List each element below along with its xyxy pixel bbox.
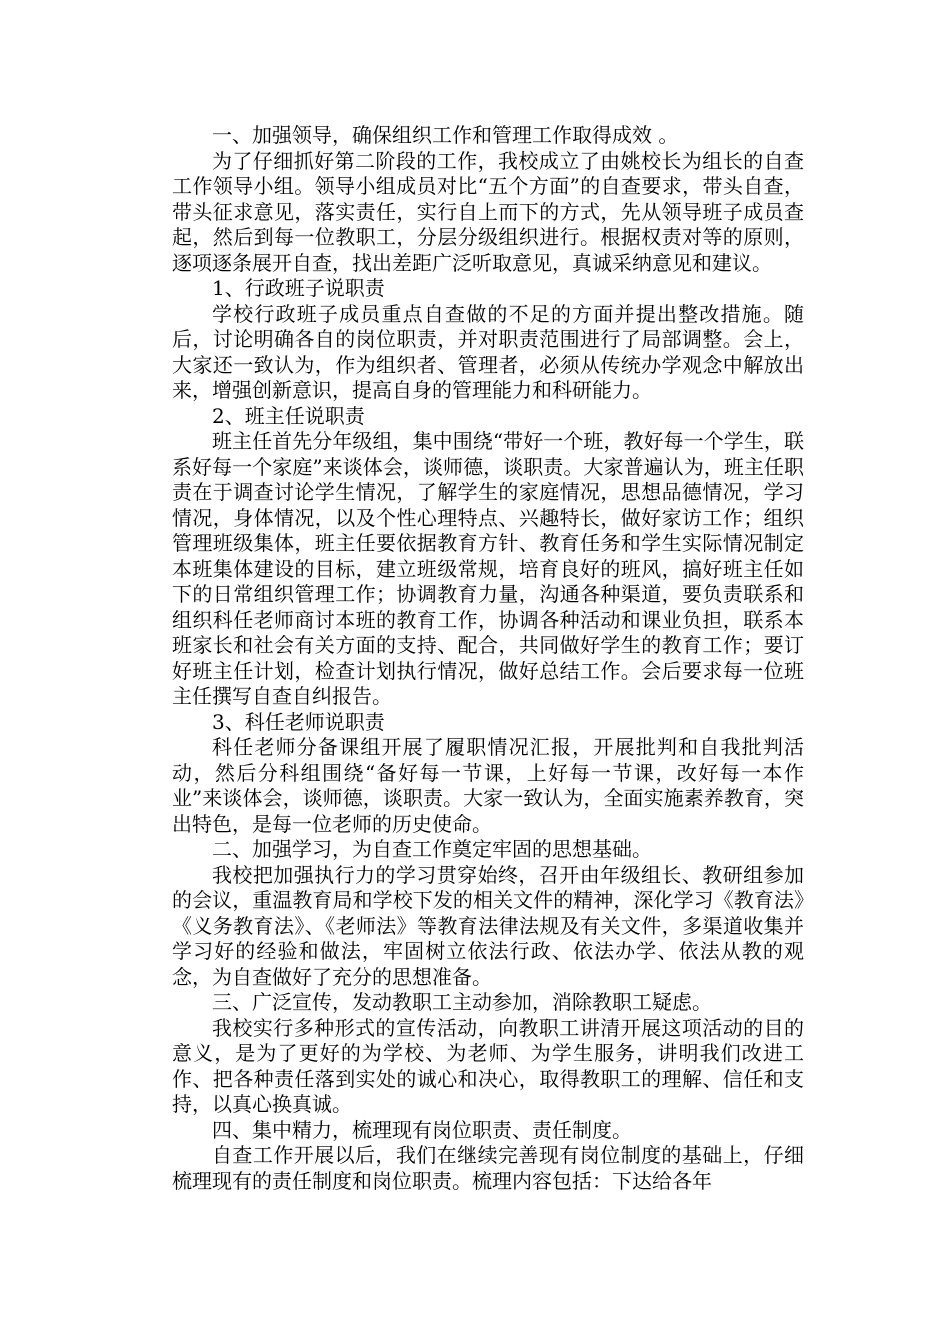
section-heading-4: 四、集中精力，梳理现有岗位职责、责任制度。: [212, 1117, 632, 1142]
section-heading-3: 三、广泛宣传，发动教职工主动参加，消除教职工疑虑。: [212, 990, 712, 1014]
section-heading-1: 一、加强领导，确保组织工作和管理工作取得成效 。: [212, 123, 679, 147]
subheading-2: 2、班主任说职责: [212, 403, 365, 428]
paragraph: 我校把加强执行力的学习贯穿始终，召开由年级组长、教研组参加的会议，重温教育局和学校下发的相关文件的精神，深化学习《教育法》《义务教育法》、《老师法》等教育法律法规及有关文件，多渠道收集并学习好的经验和做法，牢固树立依法行政、依法办学、依法从教的观念，为自查做好了充分的思想准备。: [172, 862, 804, 989]
document-body: [172, 123, 804, 1194]
section-heading-2: 二、加强学习，为自查工作奠定牢固的思想基础。: [212, 837, 652, 861]
paragraph: 自查工作开展以后，我们在继续完善现有岗位制度的基础上，仔细梳理现有的责任制度和岗位职责。梳理内容包括：下达给各年: [172, 1143, 804, 1193]
paragraph: 为了仔细抓好第二阶段的工作，我校成立了由姚校长为组长的自查工作领导小组。领导小组成员对比“五个方面”的自查要求，带头自查，带头征求意见，落实责任，实行自上而下的方式，先从领导班子成员查起，然后到每一位教职工，分层分级组织进行。根据权责对等的原则，逐项逐条展开自查，找出差距广泛听取意见，真诚采纳意见和建议。: [172, 148, 804, 275]
paragraph: 班主任首先分年级组，集中围绕“带好一个班，教好每一个学生，联系好每一个家庭”来谈体会，谈师德，谈职责。大家普遍认为，班主任职责在于调查讨论学生情况，了解学生的家庭情况，思想品德情况，学习情况，身体情况，以及个性心理特点、兴趣特长，做好家访工作；组织管理班级集体，班主任要依据教育方针、教育任务和学生实际情况制定本班集体建设的目标，建立班级常规，培育良好的班风，搞好班主任如下的日常组织管理工作；协调教育力量，沟通各种渠道，要负责联系和组织科任老师商讨本班的教育工作，协调各种活动和课业负担，联系本班家长和社会有关方面的支持、配合，共同做好学生的教育工作；要订好班主任计划，检查计划执行情况，做好总结工作。会后要求每一位班主任撰写自查自纠报告。: [172, 429, 804, 708]
subheading-1: 1、行政班子说职责: [212, 276, 385, 300]
paragraph: 我校实行多种形式的宣传活动，向教职工讲清开展这项活动的目的意义，是为了更好的为学校、为老师、为学生服务，讲明我们改进工作、把各种责任落到实处的诚心和决心，取得教职工的理解、信任和支持，以真心换真诚。: [172, 1015, 804, 1116]
paragraph: 科任老师分备课组开展了履职情况汇报，开展批判和自我批判活动，然后分科组围绕“备好每一节课，上好每一节课，改好每一本作业”来谈体会，谈师德，谈职责。大家一致认为，全面实施素养教育，突出特色，是每一位老师的历史使命。: [172, 735, 804, 836]
paragraph: 学校行政班子成员重点自查做的不足的方面并提出整改措施。随后，讨论明确各自的岗位职责，并对职责范围进行了局部调整。会上，大家还一致认为，作为组织者、管理者，必须从传统办学观念中解放出来，增强创新意识，提高自身的管理能力和科研能力。: [172, 301, 804, 402]
subheading-3: 3、科任老师说职责: [212, 709, 385, 734]
